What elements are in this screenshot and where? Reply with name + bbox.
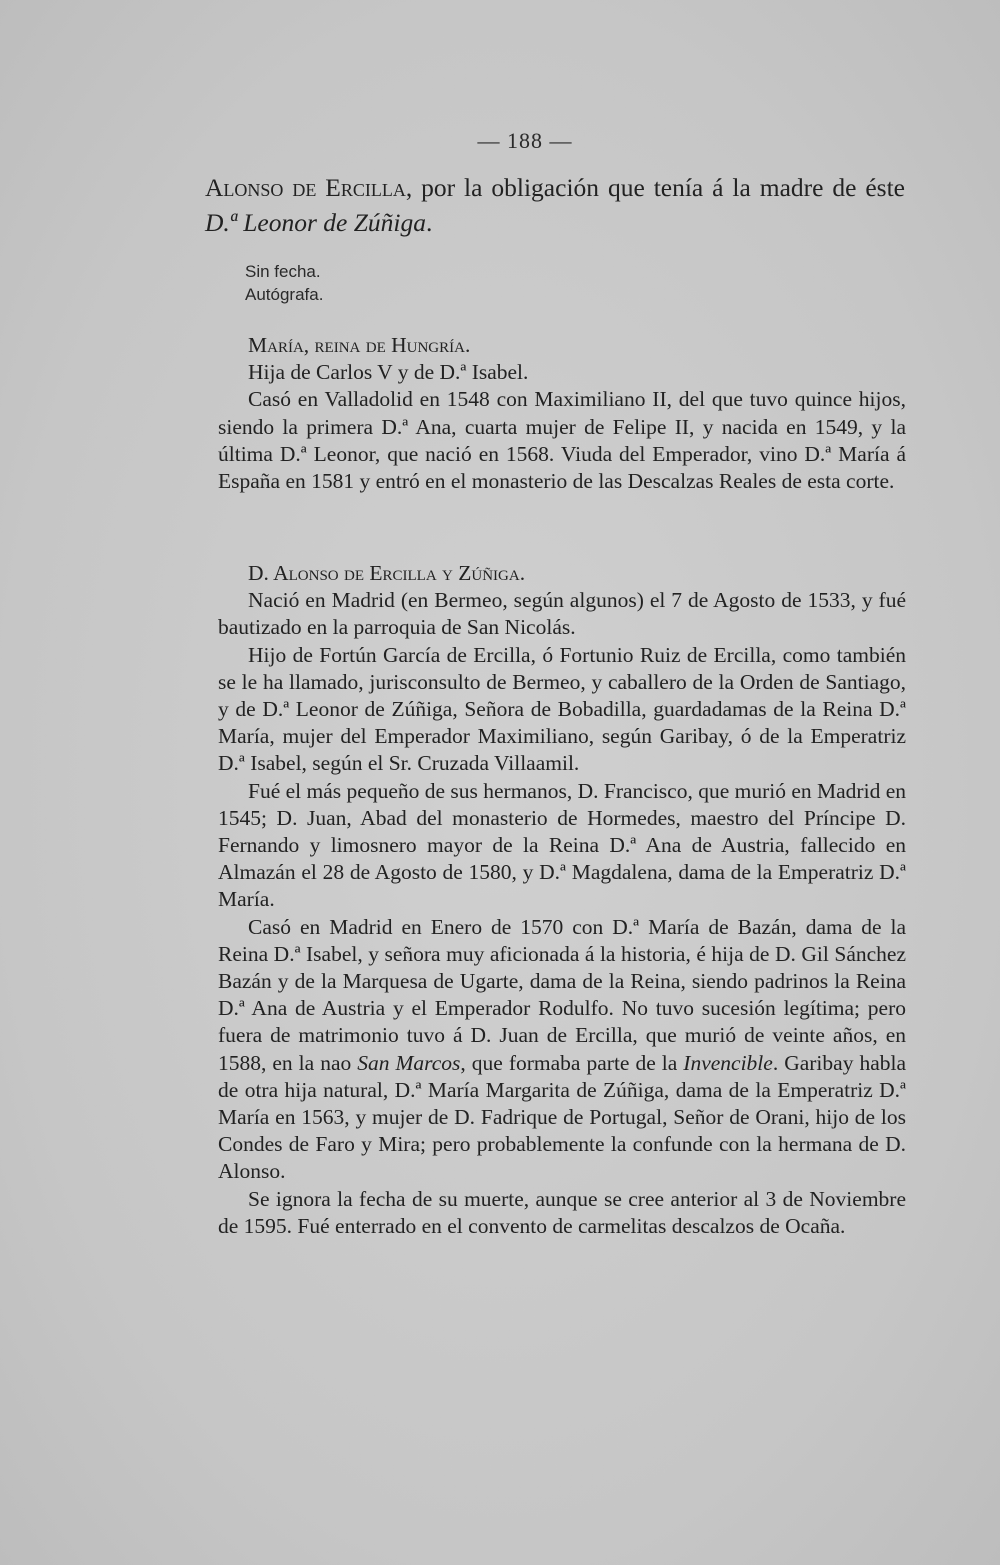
note-date: Sin fecha. — [245, 262, 321, 281]
fleet-name: Invencible — [683, 1050, 773, 1075]
intro-paragraph — [205, 170, 905, 240]
source-note — [245, 260, 945, 306]
intro-mother: D.ª Leonor de Zúñiga — [205, 208, 426, 237]
ship-name: San Marcos — [357, 1050, 461, 1075]
intro-text: , por la obligación que tenía á la madre de éste — [405, 173, 906, 202]
intro-end: . — [425, 208, 433, 237]
paragraph: Hijo de Fortún García de Ercilla, ó Fortunio Ruiz de Ercilla, como también se le ha llamado, jurisconsulto de Bermeo, y caballero de la Orden de Santiago, y de D.ª Leonor de Zúñiga, Señora de Bobadilla, guardadamas de la Reina D.ª María, mujer del Emperador Maximiliano, según Garibay, ó de la Emperatriz D.ª Isabel, según el Sr. Cruzada Villaamil. — [218, 642, 906, 776]
paragraph: Hija de Carlos V y de D.ª Isabel. — [248, 360, 529, 385]
section-alonso — [218, 560, 906, 1240]
paragraph: Nació en Madrid (en Bermeo, según algunos) el 7 de Agosto de 1533, y fué bautizado en la parroquia de San Nicolás. — [218, 588, 906, 640]
section-heading: María, reina de Hungría. — [248, 333, 471, 357]
text-run: , que formaba parte de la — [460, 1050, 684, 1075]
section-maria — [218, 332, 906, 495]
text-run: . Garibay habla de otra hija natural, D.ª María Margarita de Zúñiga, dama de la Emperatriz D.ª María en 1563, y mujer de D. Fadrique de Portugal, Señor de Orani, hijo de los Condes de Faro y Mira; pero probablemente la confunde con la hermana de D. Alonso. — [218, 1050, 907, 1184]
text-run: Casó en Madrid en Enero de 1570 con D.ª María de Bazán, dama de la Reina D.ª Isabel, y señora muy aficionada á la historia, é hija de D. Gil Sánchez Bazán y de la Marquesa de Ugarte, dama de la Reina, siendo padrinos la Reina D.ª Ana de Austria y el Emperador Rodulfo. No tuvo sucesión legítima; pero fuera de matrimonio tuvo á D. Juan de Ercilla, que murió de veinte años, en 1588, en la nao — [218, 914, 906, 1075]
page-number: — 188 — — [477, 128, 573, 153]
paragraph: Fué el más pequeño de sus hermanos, D. Francisco, que murió en Madrid en 1545; D. Juan, Abad del monasterio de Hormedes, maestro del Príncipe D. Fernando y limosnero mayor de la Reina D.ª Ana de Austria, fallecido en Almazán el 28 de Agosto de 1580, y D.ª Magdalena, dama de la Emperatriz D.ª María. — [218, 778, 906, 912]
paragraph: Se ignora la fecha de su muerte, aunque se cree anterior al 3 de Noviembre de 1595. Fué enterrado en el convento de carmelitas descalzos de Ocaña. — [218, 1186, 906, 1238]
paragraph: Casó en Valladolid en 1548 con Maximiliano II, del que tuvo quince hijos, siendo la primera D.ª Ana, cuarta mujer de Felipe II, y nacida en 1549, y la última D.ª Leonor, que nació en 1568. Viuda del Emperador, vino D.ª María á España en 1581 y entró en el monasterio de las Descalzas Reales de esta corte. — [218, 387, 906, 494]
intro-name: Alonso de Ercilla — [205, 173, 406, 202]
section-heading: D. Alonso de Ercilla y Zúñiga. — [248, 561, 526, 585]
paragraph — [218, 914, 906, 1186]
note-type: Autógrafa. — [245, 285, 324, 304]
